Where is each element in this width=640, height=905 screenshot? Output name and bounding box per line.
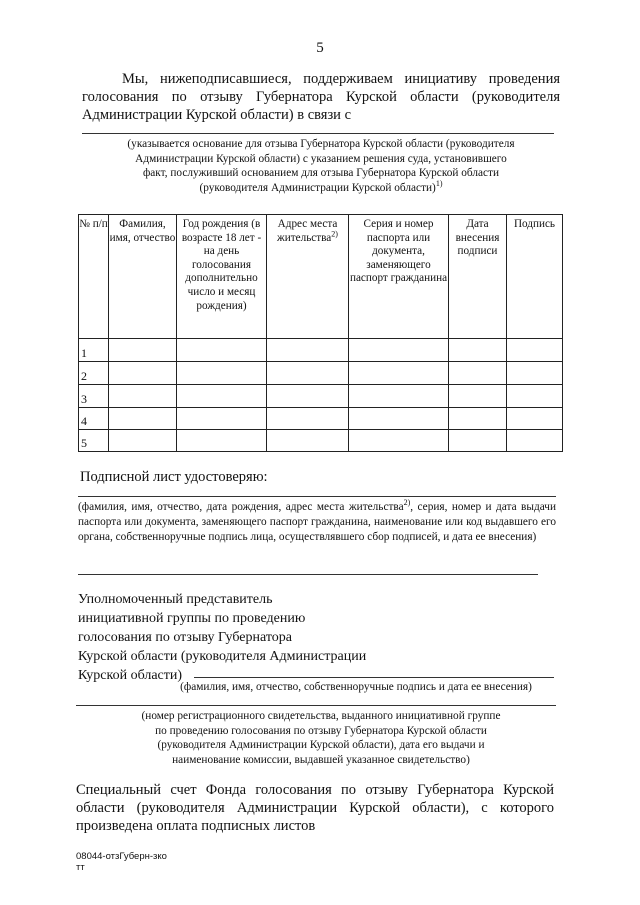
footnote-mark: 1) (435, 178, 443, 188)
cell[interactable] (267, 362, 349, 385)
col-header-birth-year: Год рождения (в возрасте 18 лет - на день голосования дополнительно число и месяц рождения) (177, 215, 267, 339)
row-number: 2 (79, 362, 109, 385)
intro-paragraph: Мы, нижеподписавшиеся, поддерживаем инициативу проведения голосования по отзыву Губернатора Курской области (руководителя Администрации Курской области) в связи с (82, 71, 560, 123)
cell[interactable] (449, 430, 507, 452)
document-id-line-1: 08044-отзГуберн-зко (76, 851, 167, 862)
certifier-note: (фамилия, имя, отчество, дата рождения, адрес места жительства$^{2)}$, серия, номер и дата выдачи паспорта или документа, заменяющего паспорт гражданина, наименование или код выдавшего его органа, собственноручные подпись лица, осуществлявшего сбор подписей, и дата ее внесения) (78, 498, 556, 543)
document-id-line-2: тт (76, 862, 85, 873)
col-header-number: № п/п (79, 215, 109, 339)
registration-note-line-4: наименование комиссии, выдавшей указанное свидетельство) (172, 753, 470, 766)
representative-block (78, 590, 366, 685)
col-header-name: Фамилия, имя, отчество (109, 215, 177, 339)
cell[interactable] (349, 362, 449, 385)
cell[interactable] (267, 430, 349, 452)
row-number: 1 (79, 339, 109, 362)
document-id (76, 851, 167, 873)
representative-line-4: Курской области (руководителя Администрации (78, 649, 367, 664)
representative-fill-line (194, 677, 554, 678)
col-header-date: Дата внесения подписи (449, 215, 507, 339)
cell[interactable] (507, 362, 563, 385)
certify-heading: Подписной лист удостоверяю: (80, 469, 268, 485)
table-header-row (79, 215, 563, 339)
table-row (79, 385, 563, 408)
cell[interactable] (507, 385, 563, 408)
signatures-table (78, 214, 563, 452)
cell[interactable] (177, 362, 267, 385)
table-row (79, 430, 563, 452)
basis-note-line-2: Администрации Курской области) с указанием решения суда, установившего (135, 152, 507, 165)
cell[interactable] (449, 362, 507, 385)
cell[interactable] (449, 385, 507, 408)
cell[interactable] (507, 339, 563, 362)
cell[interactable] (449, 408, 507, 430)
basis-note-line-1: (указывается основание для отзыва Губернатора Курской области (руководителя (127, 138, 515, 150)
representative-line-5: Курской области) (78, 668, 183, 683)
cell[interactable] (109, 339, 177, 362)
row-number: 4 (79, 408, 109, 430)
registration-note-line-2: по проведению голосования по отзыву Губернатора Курской области (155, 724, 487, 737)
basis-fill-line (82, 133, 554, 134)
representative-line-2: инициативной группы по проведению (78, 611, 306, 626)
cell[interactable] (349, 385, 449, 408)
registration-note-line-1: (номер регистрационного свидетельства, выданного инициативной группе (141, 710, 501, 722)
cell[interactable] (267, 339, 349, 362)
basis-note-line-4: (руководителя Администрации Курской области)$^{1)}$ (199, 178, 443, 194)
row-number: 3 (79, 385, 109, 408)
basis-note-line-3: факт, послуживший основанием для отзыва Губернатора Курской области (142, 167, 500, 179)
cell[interactable] (109, 385, 177, 408)
cell[interactable] (349, 339, 449, 362)
cell[interactable] (507, 430, 563, 452)
row-number: 5 (79, 430, 109, 452)
certifier-signature-line (78, 574, 538, 575)
table-row (79, 408, 563, 430)
col-header-passport: Серия и номер паспорта или документа, заменяющего паспорт гражданина (349, 215, 449, 339)
cell[interactable] (177, 385, 267, 408)
cell[interactable] (507, 408, 563, 430)
representative-line-1: Уполномоченный представитель (78, 592, 273, 607)
cell[interactable] (449, 339, 507, 362)
cell[interactable] (109, 430, 177, 452)
cell[interactable] (177, 430, 267, 452)
col-header-signature: Подпись (507, 215, 563, 339)
basis-note (76, 137, 566, 195)
cell[interactable] (177, 339, 267, 362)
registration-fill-line (76, 705, 556, 706)
representative-note: (фамилия, имя, отчество, собственноручные подпись и дата ее внесения) (180, 681, 532, 693)
cell[interactable] (349, 430, 449, 452)
cell[interactable] (109, 408, 177, 430)
special-account-paragraph: Специальный счет Фонда голосования по отзыву Губернатора Курской области (руководителя Администрации Курской области), с которого произведена оплата подписных листов (76, 782, 554, 834)
cell[interactable] (177, 408, 267, 430)
representative-line-3: голосования по отзыву Губернатора (78, 630, 293, 645)
cell[interactable] (267, 385, 349, 408)
registration-note (76, 709, 566, 767)
table-row (79, 339, 563, 362)
page-number: 5 (316, 40, 324, 56)
cell[interactable] (109, 362, 177, 385)
cell[interactable] (267, 408, 349, 430)
certifier-fill-line (78, 496, 556, 497)
col-header-address: Адрес места жительства$^{2)}$ (267, 215, 349, 339)
table-row (79, 362, 563, 385)
cell[interactable] (349, 408, 449, 430)
registration-note-line-3: (руководителя Администрации Курской области), дата его выдачи и (157, 739, 485, 751)
